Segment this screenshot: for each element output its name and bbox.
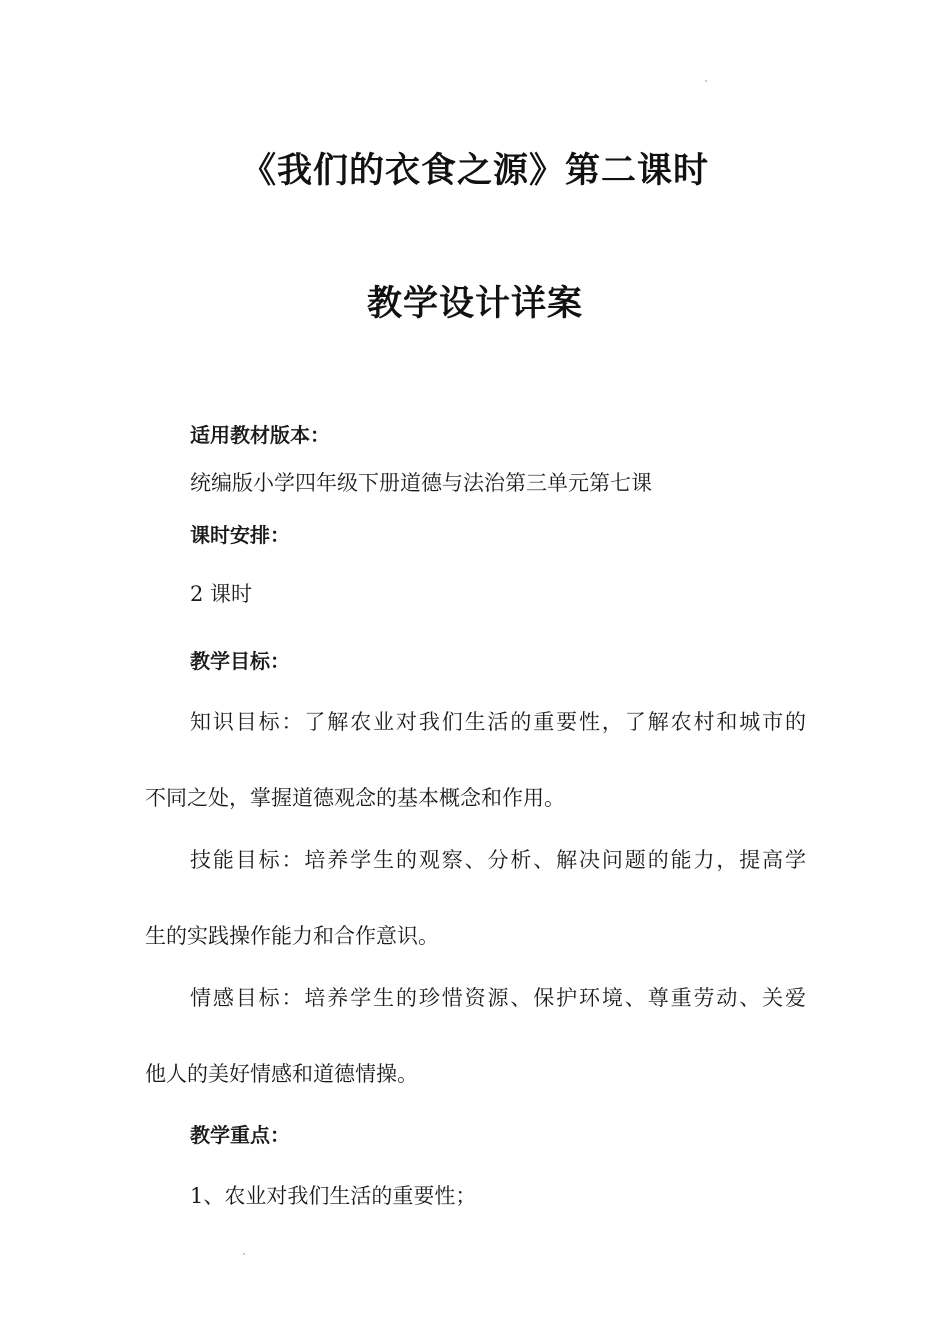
keypoint-item-1: 1、农业对我们生活的重要性； <box>190 1184 477 1208</box>
edition-text: 统编版小学四年级下册道德与法治第三单元第七课 <box>190 471 652 495</box>
skill-objective-line2: 生的实践操作能力和合作意识。 <box>145 924 439 948</box>
document-title: 《我们的衣食之源》第二课时 <box>240 151 709 191</box>
scan-speck <box>705 80 707 82</box>
objectives-heading: 教学目标： <box>190 649 290 673</box>
edition-heading: 适用教材版本： <box>190 423 330 447</box>
emotion-objective-line2: 他人的美好情感和道德情操。 <box>145 1062 418 1086</box>
emotion-objective-line1: 情感目标：培养学生的珍惜资源、保护环境、尊重劳动、关爱 <box>190 986 806 1010</box>
scan-speck <box>243 1253 245 1255</box>
knowledge-objective-line1: 知识目标：了解农业对我们生活的重要性，了解农村和城市的 <box>190 710 806 734</box>
keypoints-heading: 教学重点： <box>190 1123 290 1147</box>
schedule-heading: 课时安排： <box>190 523 290 547</box>
document-subtitle: 教学设计详案 <box>366 284 583 324</box>
knowledge-objective-line2: 不同之处，掌握道德观念的基本概念和作用。 <box>145 786 565 810</box>
skill-objective-line1: 技能目标：培养学生的观察、分析、解决问题的能力，提高学 <box>190 848 806 872</box>
schedule-text: 2 课时 <box>190 582 253 606</box>
